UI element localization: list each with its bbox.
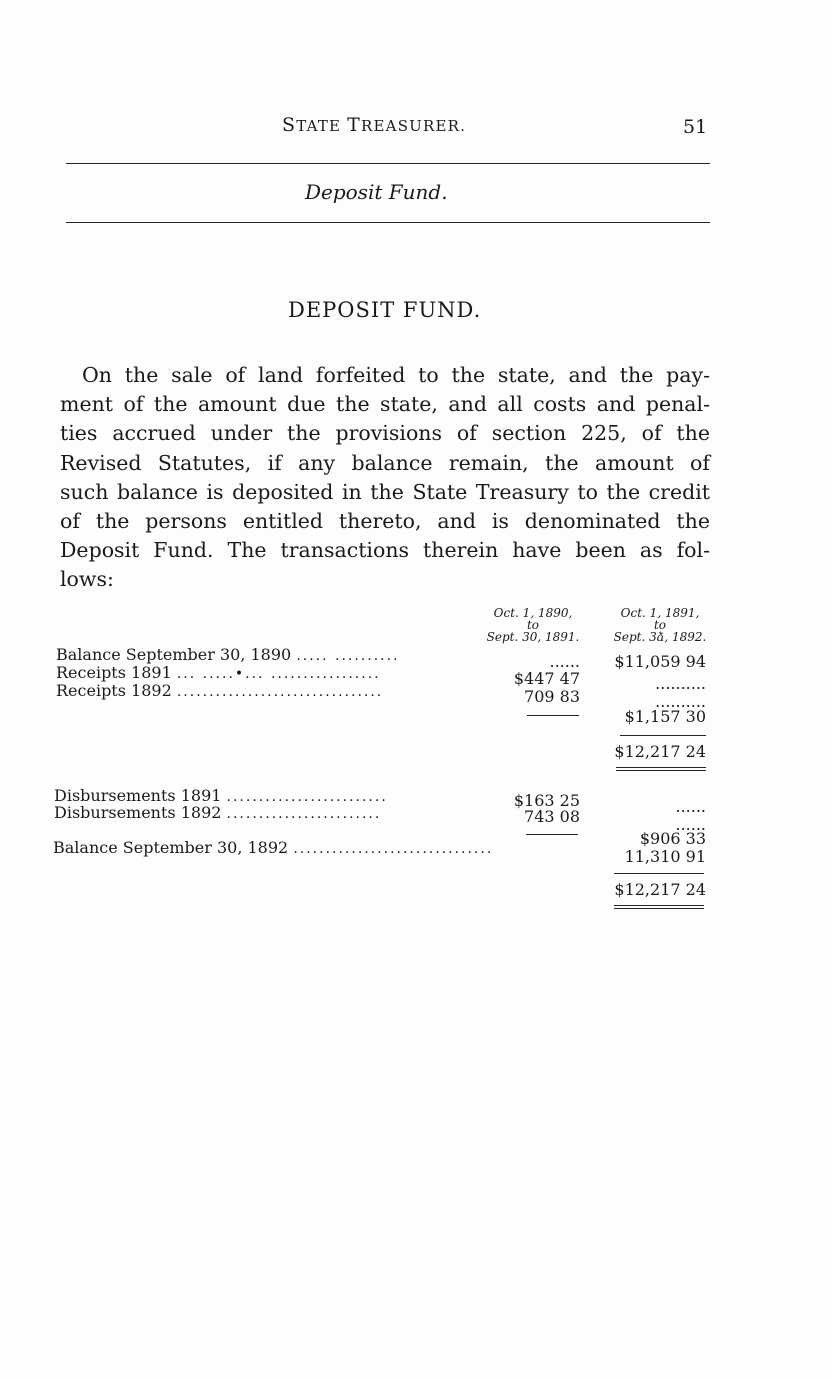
table-cell: $906 33: [639, 829, 706, 848]
paragraph-line: such balance is deposited in the State Treasury to the credit: [60, 479, 710, 504]
leader-dots: ...............................: [293, 841, 494, 857]
total-double-rule: [616, 767, 706, 771]
paragraph-line: lows:: [60, 567, 114, 592]
leader-dots: ... .....•... .................: [176, 666, 381, 682]
table-cell: ......: [675, 815, 706, 834]
body-paragraph: [60, 361, 710, 595]
table-row-label: Receipts 1892 ................................: [56, 681, 384, 700]
paragraph-line: ties accrued under the provisions of section 225, of the: [60, 421, 710, 446]
page-subtitle: Deposit Fund.: [305, 180, 448, 204]
table-cell: ......: [549, 652, 580, 671]
leader-dots: ................................: [176, 684, 384, 700]
table-cell: $12,217 24: [614, 880, 706, 899]
sum-rule: [526, 834, 578, 835]
table-cell: ..........: [655, 692, 706, 711]
table-cell: $11,059 94: [614, 652, 706, 671]
paragraph-line: On the sale of land forfeited to the state, and the pay-: [82, 363, 710, 387]
leader-dots: ..... ..........: [296, 648, 400, 664]
paragraph-line: Revised Statutes, if any balance remain, the amount of: [60, 450, 710, 475]
column-heading-1890-1891: Oct. 1, 1890, to Sept. 30, 1891.: [486, 606, 580, 644]
header-rule-top: [66, 163, 710, 164]
table-row-label: Receipts 1891 ... .....•... .................: [56, 663, 381, 682]
leader-dots: .........................: [226, 789, 388, 805]
paragraph-line: Deposit Fund. The transactions therein have been as fol-: [60, 538, 710, 563]
total-double-rule: [614, 905, 704, 909]
sum-rule: [527, 715, 579, 716]
table-row-label: Disbursements 1891 .........................: [54, 786, 388, 805]
section-title: DEPOSIT FUND.: [288, 298, 482, 322]
table-row-label: Disbursements 1892 ........................: [54, 803, 382, 822]
table-row-label: Balance September 30, 1892 ...............................: [53, 838, 494, 857]
table-row-label: Balance September 30, 1890 ..... ..........: [56, 645, 400, 664]
table-cell: 743 08: [524, 807, 580, 826]
table-cell: ..........: [655, 674, 706, 693]
header-rule-bottom: [66, 222, 710, 223]
running-header: STATE TREASURER.: [282, 114, 467, 136]
column-heading-1891-1892: Oct. 1, 1891, to Sept. 3ձ, 1892.: [613, 606, 707, 644]
leader-dots: ........................: [226, 806, 382, 822]
sum-rule: [614, 873, 704, 874]
table-cell: $1,157 30: [624, 707, 706, 726]
paragraph-line: ment of the amount due the state, and all costs and penal-: [60, 392, 710, 417]
table-cell: $163 25: [513, 791, 580, 810]
table-cell: 11,310 91: [624, 847, 706, 866]
table-cell: $447 47: [513, 669, 580, 688]
table-cell: ......: [675, 797, 706, 816]
sum-rule: [620, 735, 706, 736]
paragraph-line: of the persons entitled thereto, and is denominated the: [60, 508, 710, 533]
table-cell: $12,217 24: [614, 742, 706, 761]
table-cell: 709 83: [524, 687, 580, 706]
page-number: 51: [683, 116, 708, 138]
